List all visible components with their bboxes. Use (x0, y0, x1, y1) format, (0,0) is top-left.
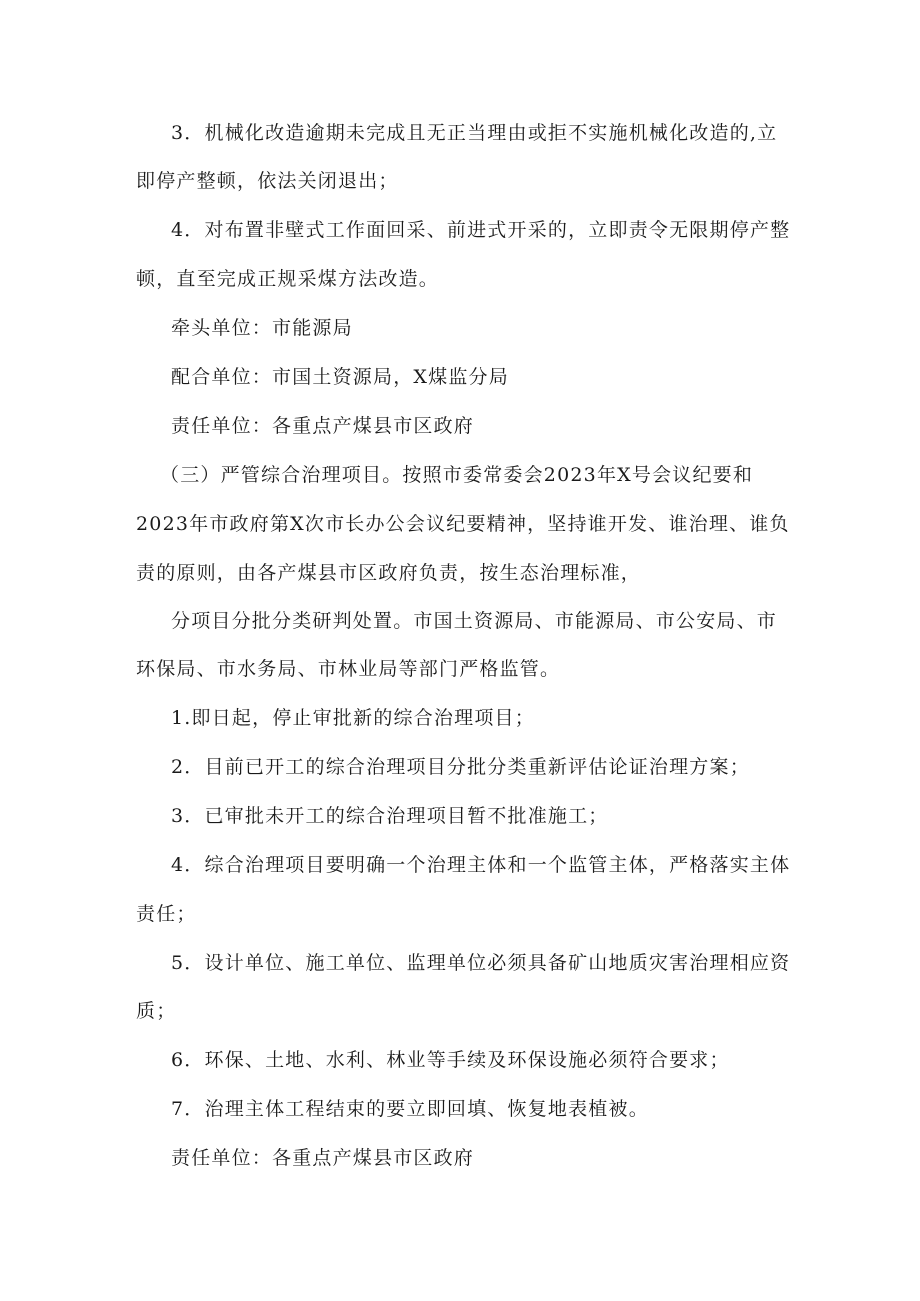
list-item-1: 1.即日起，停止审批新的综合治理项目； (171, 707, 535, 729)
item-3-mechanization-line-2: 即停产整顿，依法关闭退出； (136, 170, 399, 192)
item-4-mining-method-line-1: 4．对布置非壁式工作面回采、前进式开采的，立即责令无限期停产整 (171, 219, 791, 241)
item-4-mining-method-line-2: 顿，直至完成正规采煤方法改造。 (136, 268, 440, 290)
list-item-7: 7．治理主体工程结束的要立即回填、恢复地表植被。 (171, 1098, 649, 1120)
list-item-4-line-2: 责任； (136, 903, 197, 925)
lead-unit: 牵头单位：市能源局 (171, 317, 353, 339)
list-item-5-line-2: 质； (136, 1000, 177, 1022)
list-item-2: 2．目前已开工的综合治理项目分批分类重新评估论证治理方案； (171, 756, 750, 778)
list-item-3: 3．已审批未开工的综合治理项目暂不批准施工； (171, 805, 609, 827)
list-item-6: 6．环保、土地、水利、林业等手续及环保设施必须符合要求； (171, 1049, 730, 1071)
cooperating-unit: 配合单位：市国土资源局，X煤监分局 (171, 366, 509, 388)
section-3-heading-line-1: （三）严管综合治理项目。按照市委常委会2023年X号会议纪要和 (160, 464, 754, 486)
list-item-4-line-1: 4．综合治理项目要明确一个治理主体和一个监管主体，严格落实主体 (171, 854, 791, 876)
section-3-paragraph-line-4: 分项目分批分类研判处置。市国土资源局、市能源局、市公安局、市 (171, 610, 778, 632)
responsible-unit: 责任单位：各重点产煤县市区政府 (171, 415, 475, 437)
list-item-5-line-1: 5．设计单位、施工单位、监理单位必须具备矿山地质灾害治理相应资 (171, 952, 791, 974)
section-3-paragraph-line-2: 2023年市政府第X次市长办公会议纪要精神，坚持谁开发、谁治理、谁负 (136, 513, 790, 535)
section-3-paragraph-line-5: 环保局、市水务局、市林业局等部门严格监管。 (136, 658, 561, 680)
item-3-mechanization-line-1: 3．机械化改造逾期未完成且无正当理由或拒不实施机械化改造的,立 (171, 122, 778, 144)
section-3-paragraph-line-3: 责的原则，由各产煤县市区政府负责，按生态治理标准， (136, 562, 642, 584)
responsible-unit-2: 责任单位：各重点产煤县市区政府 (171, 1147, 475, 1169)
